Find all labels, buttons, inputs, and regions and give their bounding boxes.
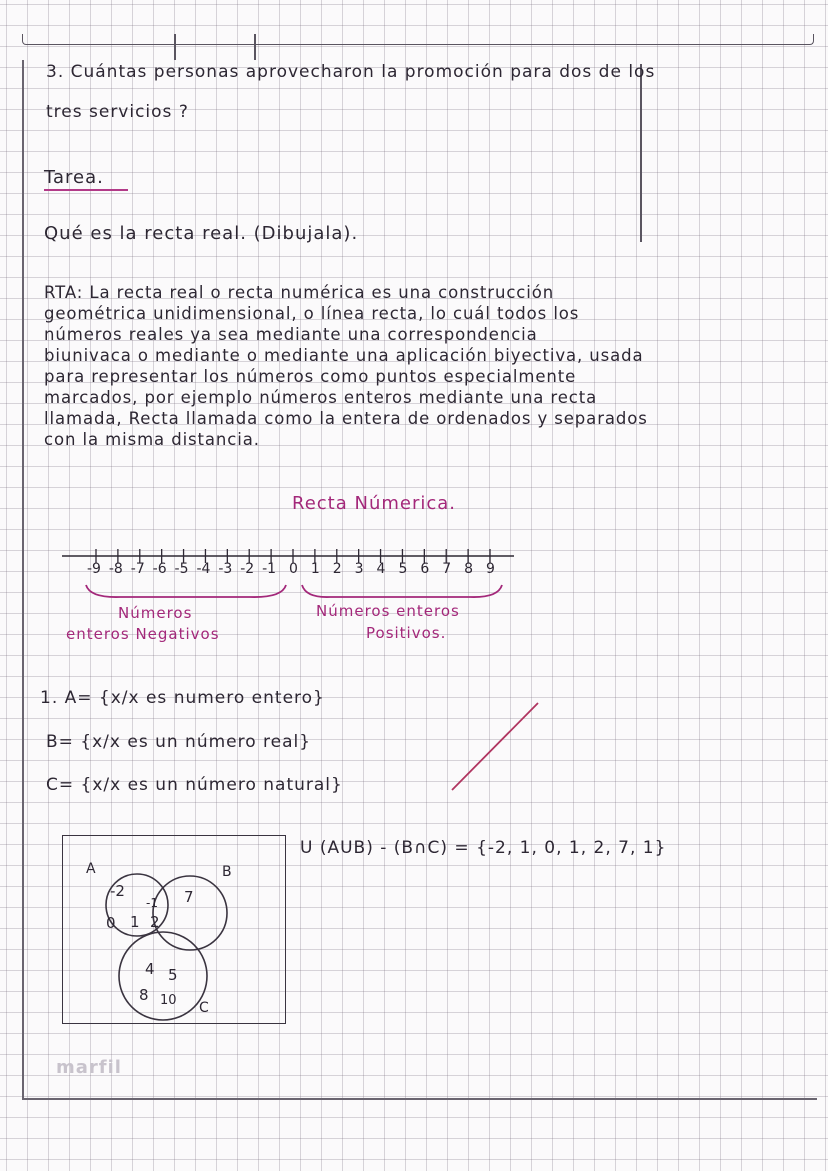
number-line-tick-label: -8: [108, 561, 123, 577]
answer-line: con la misma distancia.: [44, 430, 260, 449]
number-line-tick-label: -5: [174, 561, 189, 577]
venn-element: 8: [139, 986, 149, 1004]
venn-element: 5: [168, 966, 178, 984]
venn-label-b: B: [222, 864, 232, 880]
answer-line: marcados, por ejemplo números enteros mediante una recta: [44, 388, 598, 407]
number-line-tick-label: -6: [152, 561, 167, 577]
number-line-tick-label: 4: [376, 561, 386, 577]
positives-label-line-1: Números enteros: [316, 602, 460, 620]
number-line-tick-label: -2: [240, 561, 255, 577]
venn-element: 7: [184, 888, 194, 906]
venn-label-a: A: [86, 861, 96, 877]
negatives-label-line-2: enteros Negativos: [66, 625, 220, 643]
notebook-brand-logo: marfil: [56, 1057, 122, 1078]
number-line-tick-label: 7: [442, 561, 452, 577]
answer-line: RTA: La recta real o recta numérica es una construcción: [44, 283, 555, 302]
venn-element: -1: [146, 896, 158, 910]
set-a-definition: 1. A= {x/x es numero entero}: [40, 688, 325, 708]
homework-heading: Tarea.: [44, 167, 104, 188]
number-line-tick-label: 3: [354, 561, 364, 577]
positives-brace: [302, 585, 502, 597]
number-line-tick-label: -7: [130, 561, 145, 577]
negatives-label-line-1: Números: [118, 604, 193, 622]
answer-line: geométrica unidimensional, o línea recta, lo cuál todos los: [44, 304, 580, 323]
positives-label-line-2: Positivos.: [366, 624, 447, 642]
set-operation-result: U (AUB) - (B∩C) = {-2, 1, 0, 1, 2, 7, 1}: [300, 838, 667, 858]
answer-line: para representar los números como puntos especialmente: [44, 367, 577, 386]
homework-prompt: Qué es la recta real. (Dibujala).: [44, 223, 359, 244]
number-line-tick-label: 5: [398, 561, 408, 577]
question-line-1: 3. Cuántas personas aprovecharon la promoción para dos de los: [46, 62, 656, 82]
negatives-brace: [86, 585, 286, 597]
diagonal-stroke: [452, 703, 538, 790]
number-line-tick-label: 8: [464, 561, 474, 577]
venn-element: 1: [130, 913, 140, 931]
venn-element: 10: [160, 993, 177, 1008]
number-line-tick-label: 1: [310, 561, 320, 577]
set-b-definition: B= {x/x es un número real}: [46, 732, 312, 752]
question-line-2: tres servicios ?: [46, 102, 189, 122]
number-line-tick-label: -4: [196, 561, 211, 577]
number-line-tick-label: -1: [262, 561, 277, 577]
number-line-tick-label: -3: [218, 561, 233, 577]
venn-element: 2: [150, 913, 160, 931]
number-line-tick-label: 6: [420, 561, 430, 577]
number-line-tick-label: 9: [486, 561, 495, 577]
answer-line: números reales ya sea mediante una correspondencia: [44, 325, 538, 344]
answer-line: llamada, Recta llamada como la entera de ordenados y separados: [44, 409, 648, 428]
set-c-definition: C= {x/x es un número natural}: [46, 775, 343, 795]
number-line-title: Recta Númerica.: [292, 493, 457, 514]
venn-element: 4: [145, 960, 155, 978]
venn-label-c: C: [199, 1000, 209, 1016]
number-line-tick-label: -9: [87, 561, 101, 577]
venn-element: -2: [110, 882, 125, 900]
venn-element: 0: [106, 914, 116, 932]
number-line-tick-label: 0: [289, 561, 298, 577]
answer-line: biunivaca o mediante o mediante una aplicación biyectiva, usada: [44, 346, 644, 365]
number-line-tick-label: 2: [332, 561, 342, 577]
